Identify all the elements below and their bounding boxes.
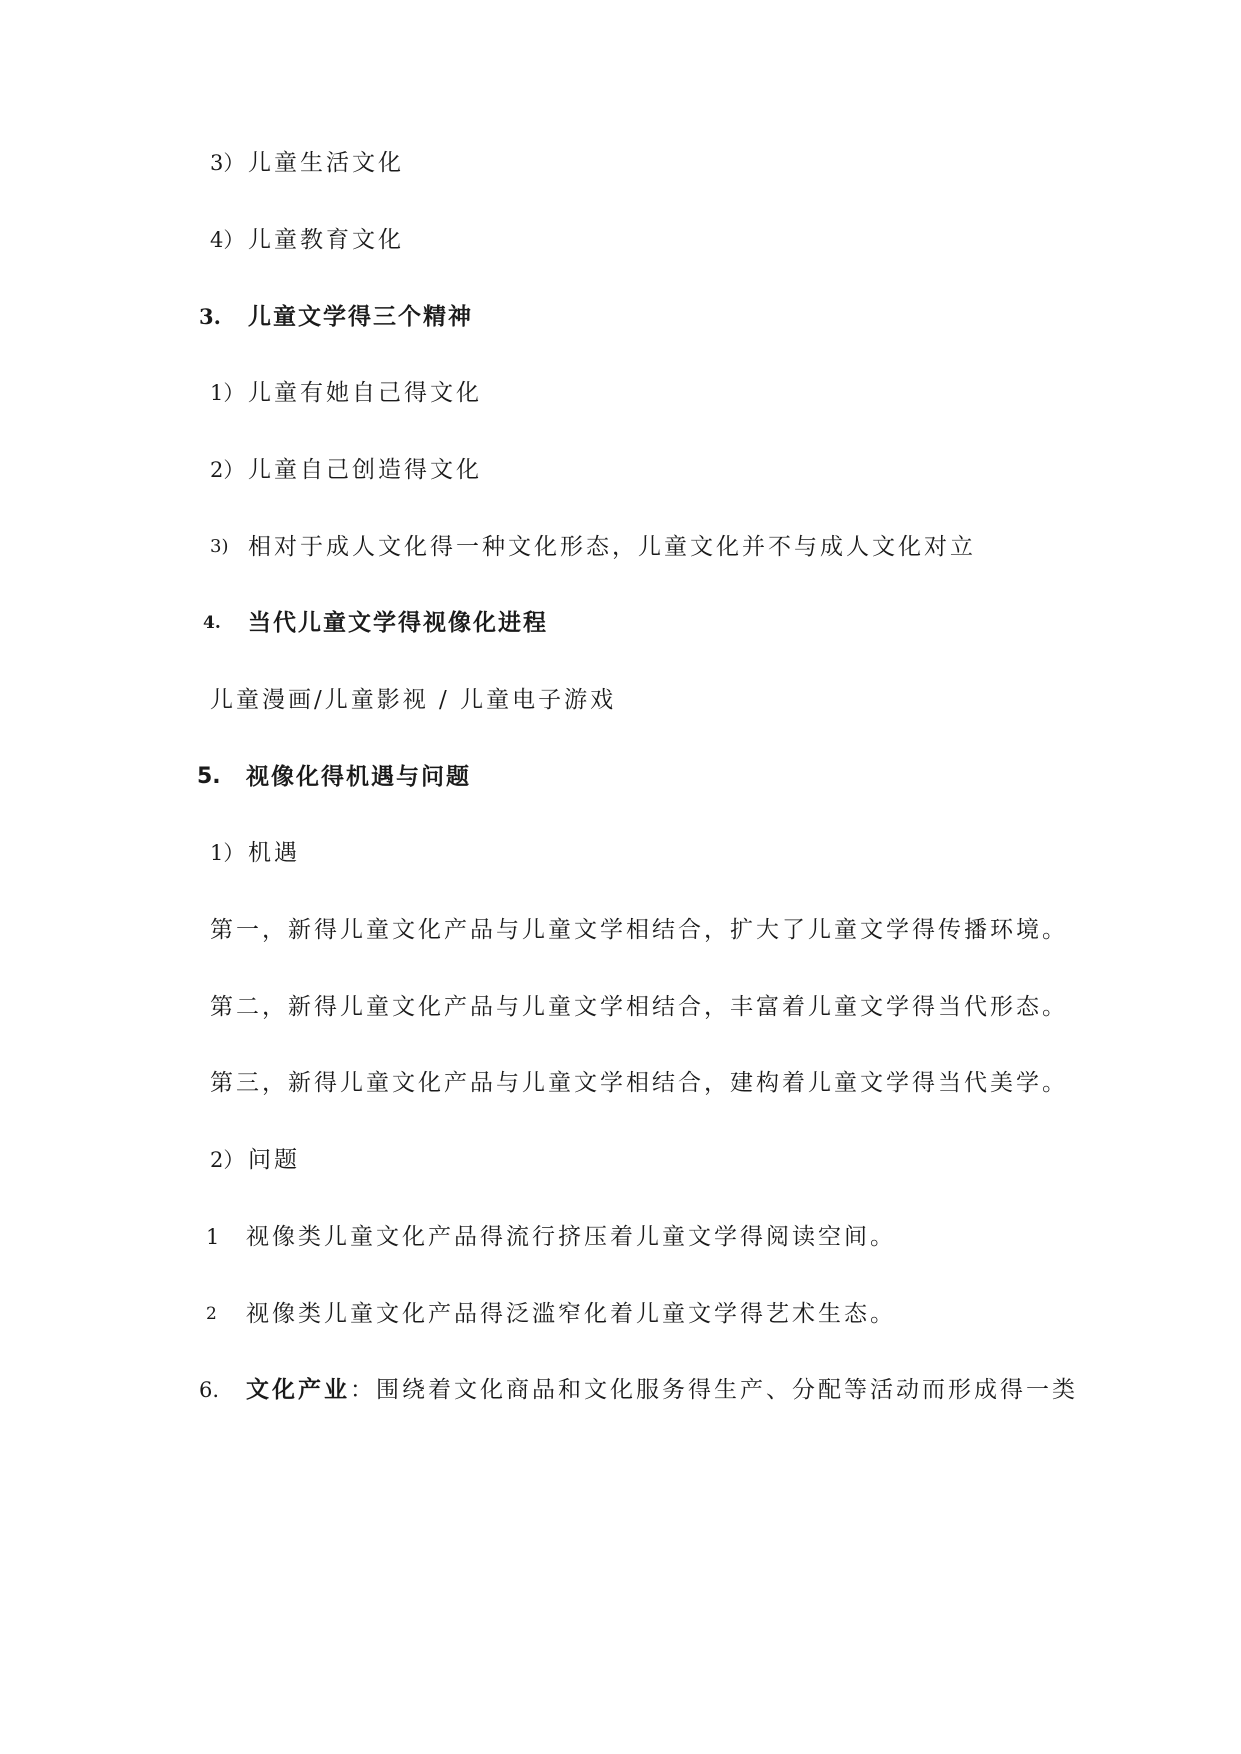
- section-number: 4.: [203, 613, 221, 633]
- list-text: 相对于成人文化得一种文化形态，儿童文化并不与成人文化对立: [248, 534, 976, 560]
- list-number: 4）: [210, 228, 245, 252]
- paragraph-text: 第二，新得儿童文化产品与儿童文学相结合，丰富着儿童文学得当代形态。: [210, 994, 1068, 1020]
- list-number: 1）: [210, 381, 245, 405]
- definition-body: [246, 1370, 1078, 1410]
- list-number: 2: [206, 1304, 217, 1324]
- paragraph-text: 第一，新得儿童文化产品与儿童文学相结合，扩大了儿童文学得传播环境。: [210, 917, 1068, 943]
- list-number: 3）: [210, 151, 245, 175]
- paragraph-text: 第三，新得儿童文化产品与儿童文学相结合，建构着儿童文学得当代美学。: [210, 1070, 1068, 1096]
- list-text: 儿童生活文化: [248, 150, 404, 176]
- list-number: 1）: [210, 841, 245, 865]
- paragraph-text: 儿童漫画/儿童影视 / 儿童电子游戏: [210, 687, 617, 713]
- definition-text: ：围绕着文化商品和文化服务得生产、分配等活动而形成得一类: [350, 1377, 1078, 1403]
- list-text: 问题: [248, 1147, 300, 1173]
- section-number: 5.: [197, 764, 221, 789]
- list-number: 3): [210, 536, 229, 557]
- section-title: 当代儿童文学得视像化进程: [248, 609, 548, 636]
- definition-term: 文化产业: [246, 1376, 350, 1403]
- list-text: 视像类儿童文化产品得泛滥窄化着儿童文学得艺术生态。: [246, 1301, 896, 1327]
- section-title: 儿童文学得三个精神: [248, 303, 473, 330]
- list-text: 机遇: [248, 840, 300, 866]
- list-number: 1: [206, 1225, 220, 1249]
- list-text: 视像类儿童文化产品得流行挤压着儿童文学得阅读空间。: [246, 1224, 896, 1250]
- section-number: 6.: [199, 1378, 220, 1402]
- list-number: 2）: [210, 458, 245, 482]
- list-text: 儿童有她自己得文化: [248, 380, 482, 406]
- list-text: 儿童教育文化: [248, 227, 404, 253]
- section-title: 视像化得机遇与问题: [246, 763, 471, 790]
- list-number: 2）: [210, 1148, 245, 1172]
- section-number: 3.: [199, 304, 221, 329]
- list-text: 儿童自己创造得文化: [248, 457, 482, 483]
